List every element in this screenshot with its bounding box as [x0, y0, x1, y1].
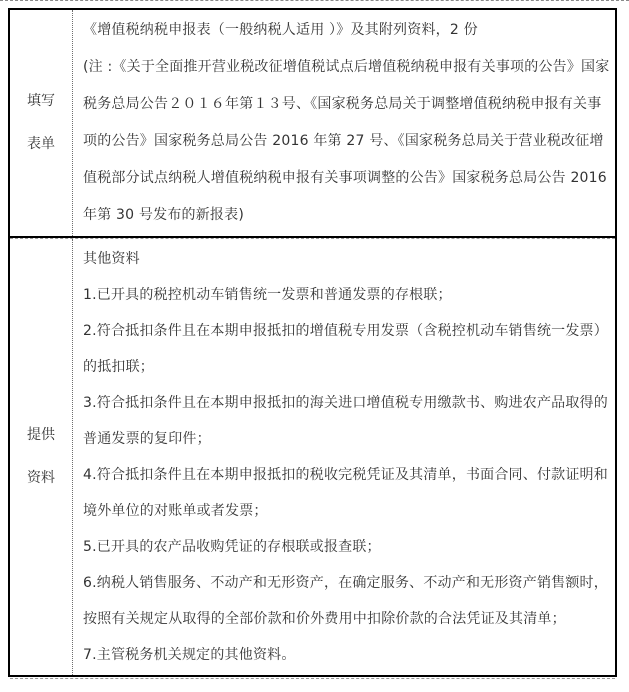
text-line: 其他资料	[83, 251, 140, 267]
row-header-label: 填写	[27, 93, 55, 109]
text-line: 项的公告》国家税务总局公告 2016 年第 27 号、《国家税务总局关于营业税改征增	[83, 133, 604, 149]
row-header-cell-fill-form	[10, 10, 73, 236]
text-line: 7.主管税务机关规定的其他资料。	[83, 647, 296, 663]
text-line: 3.符合抵扣条件且在本期申报抵扣的海关进口增值税专用缴款书、购进农产品取得的	[83, 395, 608, 411]
text-line: 4.符合抵扣条件且在本期申报抵扣的税收完税凭证及其清单，书面合同、付款证明和	[83, 467, 608, 483]
content-cell-provide-docs	[73, 239, 615, 675]
text-line: 的抵扣联；	[83, 359, 154, 375]
text-line: 普通发票的复印件；	[83, 431, 211, 447]
text-line: 值税部分试点纳税人增值税纳税申报有关事项调整的公告》国家税务总局公告 2016	[83, 170, 607, 186]
text-line: 5.已开具的农产品收购凭证的存根联或报查联；	[83, 539, 381, 555]
text-line: 境外单位的对账单或者发票；	[83, 503, 268, 519]
text-line: 1.已开具的税控机动车销售统一发票和普通发票的存根联；	[83, 287, 452, 303]
content-cell-fill-form	[73, 10, 615, 236]
requirements-table	[8, 8, 617, 677]
text-line: 税务总局公告２０１６年第１３号、《国家税务总局关于调整增值税纳税申报有关事	[83, 96, 602, 112]
text-line: (注 :《关于全面推开营业税改征增值税试点后增值税纳税申报有关事项的公告》国家	[83, 59, 610, 75]
row-header-cell-provide-docs	[10, 239, 73, 675]
text-line: 2.符合抵扣条件且在本期申报抵扣的增值税专用发票（含税控机动车销售统一发票）	[83, 323, 608, 339]
text-line: 《增值税纳税申报表（一般纳税人适用 ）》及其附列资料，2 份	[83, 22, 478, 38]
table-row	[10, 10, 615, 238]
text-line: 6.纳税人销售服务、不动产和无形资产，在确定服务、不动产和无形资产销售额时，	[83, 575, 608, 591]
page-top-divider	[0, 0, 629, 1]
table-row	[10, 238, 615, 675]
row-header-label: 表单	[27, 136, 55, 152]
row-header-label: 资料	[27, 470, 55, 486]
text-line: 按照有关规定从取得的全部价款和价外费用中扣除价款的合法凭证及其清单；	[83, 611, 566, 627]
text-line: 年第 30 号发布的新报表)	[83, 207, 244, 223]
table-bottom-dashed-edge	[10, 678, 615, 679]
row-header-label: 提供	[27, 427, 55, 443]
